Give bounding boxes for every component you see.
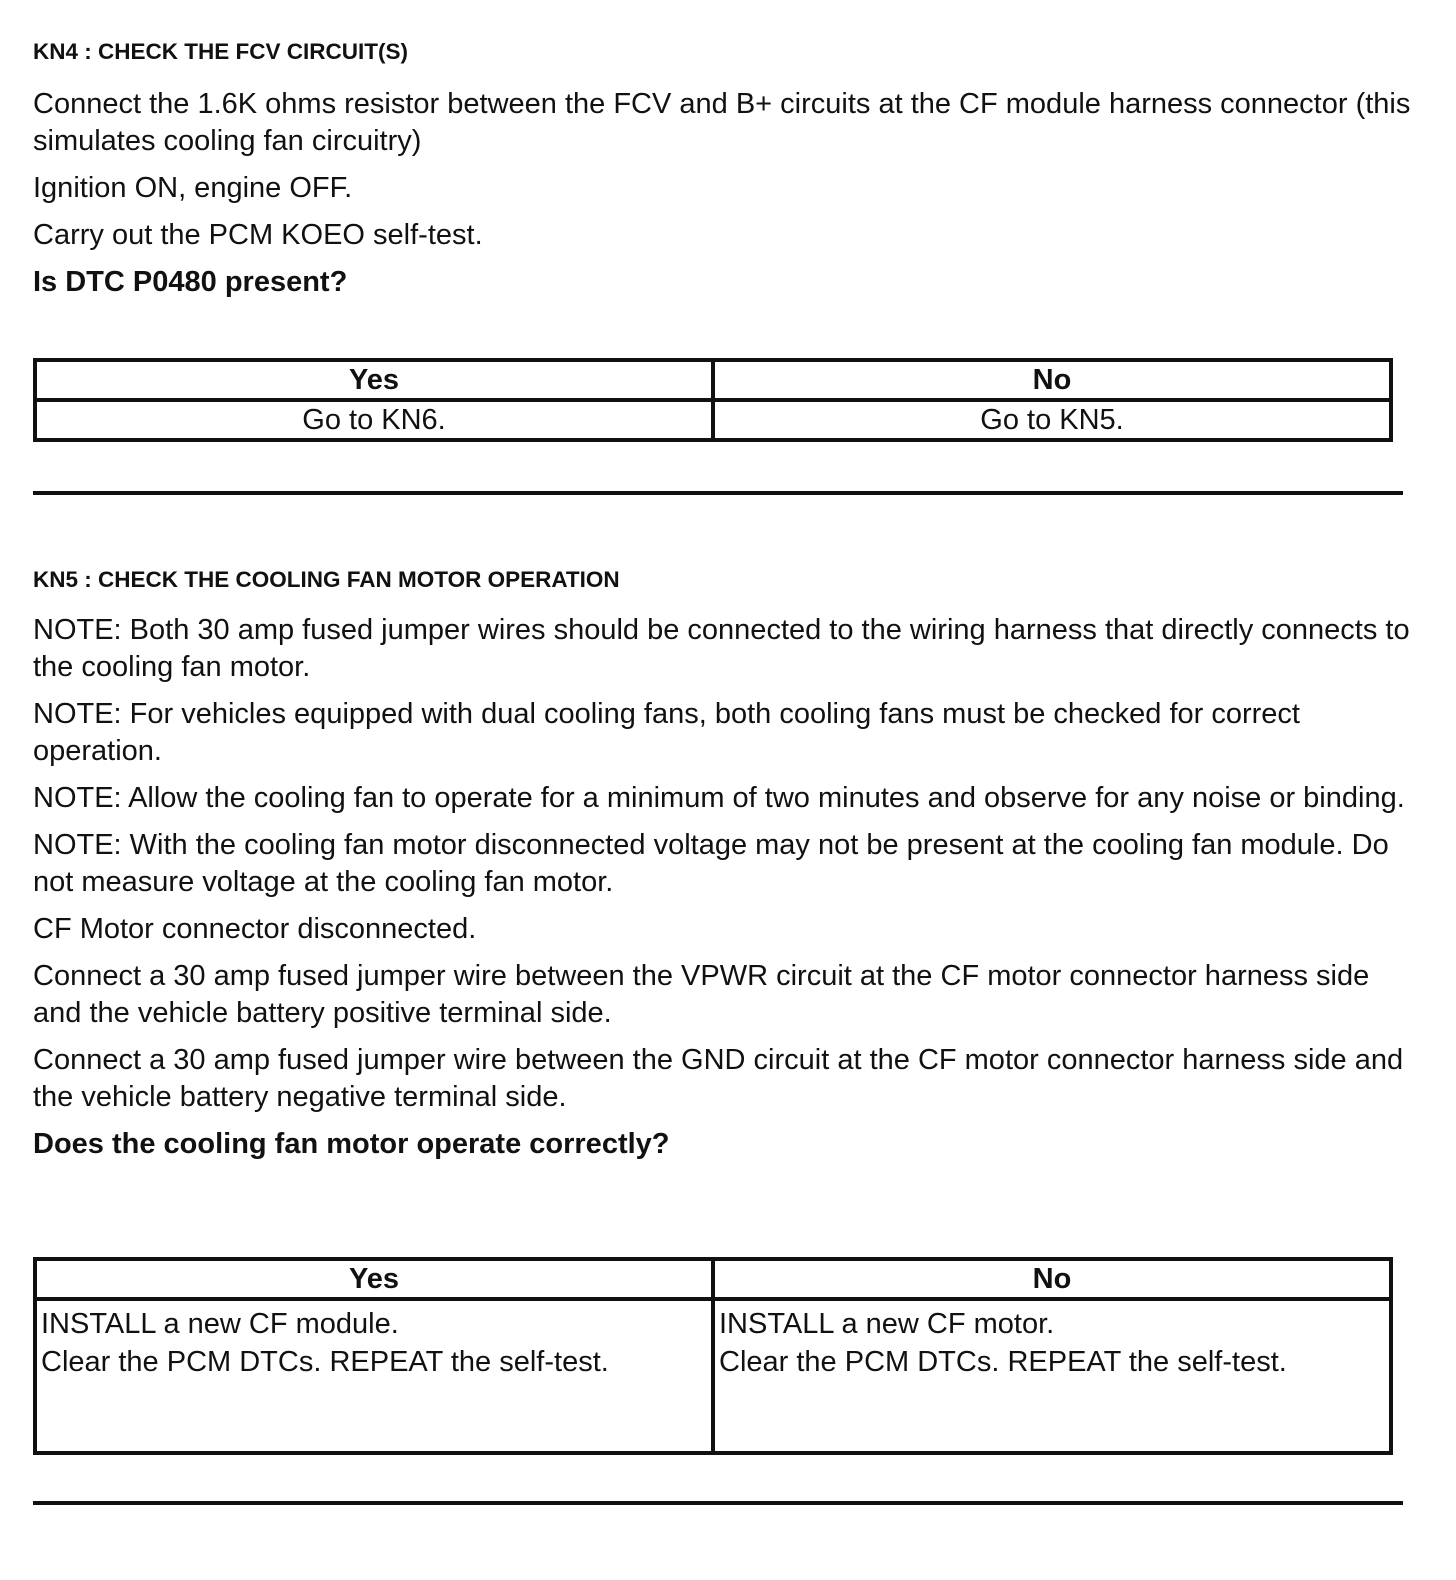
kn5-no-header: No bbox=[713, 1259, 1391, 1299]
kn4-yes-header: Yes bbox=[35, 360, 713, 400]
kn5-note-voltage: NOTE: With the cooling fan motor disconnected voltage may not be present at the cooling fan module. Do not measure voltage at the cooling fan motor. bbox=[33, 829, 1389, 898]
kn5-no-line-clear: Clear the PCM DTCs. REPEAT the self-test. bbox=[719, 1346, 1287, 1378]
kn4-question: Is DTC P0480 present? bbox=[33, 266, 348, 298]
kn5-note-operate-time: NOTE: Allow the cooling fan to operate for a minimum of two minutes and observe for any noise or binding. bbox=[33, 782, 1405, 814]
kn5-result-table bbox=[33, 1257, 1393, 1455]
kn5-section bbox=[33, 566, 1425, 1163]
kn5-title: KN5 : CHECK THE COOLING FAN MOTOR OPERATION bbox=[33, 567, 620, 592]
kn4-title: KN4 : CHECK THE FCV CIRCUIT(S) bbox=[33, 39, 408, 64]
kn5-yes-header: Yes bbox=[35, 1259, 713, 1299]
kn5-note-dual-fans: NOTE: For vehicles equipped with dual cooling fans, both cooling fans must be checked for correct operation. bbox=[33, 698, 1300, 767]
kn5-question: Does the cooling fan motor operate correctly? bbox=[33, 1128, 670, 1160]
kn4-instruction-ignition: Ignition ON, engine OFF. bbox=[33, 172, 353, 204]
kn5-instruction-vpwr: Connect a 30 amp fused jumper wire between the VPWR circuit at the CF motor connector harness side and the vehicle battery positive terminal side. bbox=[33, 960, 1370, 1029]
kn4-instruction-self-test: Carry out the PCM KOEO self-test. bbox=[33, 219, 483, 251]
kn4-divider bbox=[33, 491, 1403, 495]
kn5-no-action bbox=[713, 1299, 1391, 1453]
kn5-yes-line-install: INSTALL a new CF module. bbox=[41, 1308, 399, 1340]
kn4-section bbox=[33, 38, 1425, 301]
kn5-instruction-disconnect: CF Motor connector disconnected. bbox=[33, 913, 477, 945]
kn4-no-header: No bbox=[713, 360, 1391, 400]
kn4-instruction-resistor: Connect the 1.6K ohms resistor between the FCV and B+ circuits at the CF module harness connector (this simulates cooling fan circuitry) bbox=[33, 88, 1411, 157]
kn5-note-jumper-wires: NOTE: Both 30 amp fused jumper wires should be connected to the wiring harness that directly connects to the cooling fan motor. bbox=[33, 614, 1410, 683]
kn5-divider bbox=[33, 1501, 1403, 1505]
kn5-no-line-install: INSTALL a new CF motor. bbox=[719, 1308, 1055, 1340]
kn5-instruction-gnd: Connect a 30 amp fused jumper wire between the GND circuit at the CF motor connector harness side and the vehicle battery negative terminal side. bbox=[33, 1044, 1404, 1113]
kn4-result-table bbox=[33, 358, 1393, 442]
kn5-yes-action bbox=[35, 1299, 713, 1453]
kn5-yes-line-clear: Clear the PCM DTCs. REPEAT the self-test. bbox=[41, 1346, 609, 1378]
kn4-no-action: Go to KN5. bbox=[713, 400, 1391, 440]
kn4-yes-action: Go to KN6. bbox=[35, 400, 713, 440]
